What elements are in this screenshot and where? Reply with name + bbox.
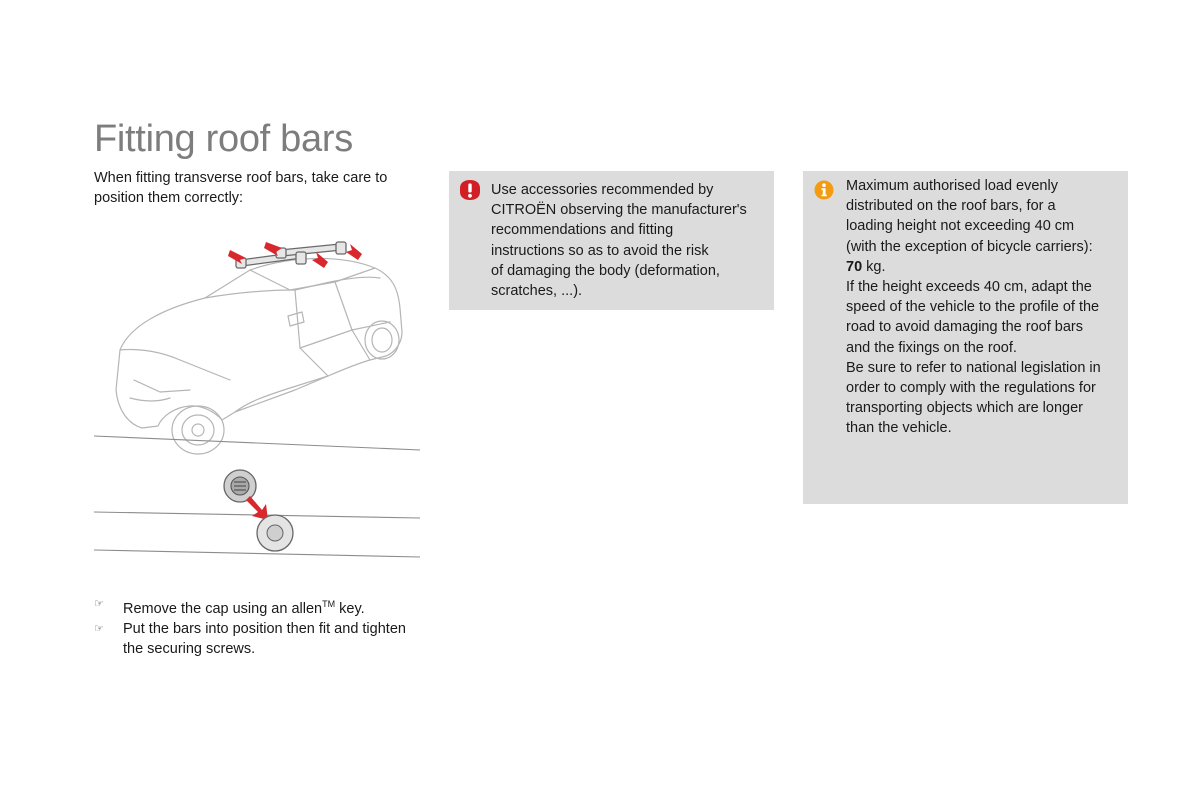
step-text: Remove the cap using an allen: [123, 600, 323, 617]
arrow-icon: [312, 252, 328, 268]
max-load-unit: kg.: [862, 258, 886, 275]
max-load-value: 70: [846, 258, 863, 275]
info-line: order to comply with the regulations for: [846, 380, 1096, 397]
warning-line: Use accessories recommended by: [491, 182, 714, 198]
info-line: Maximum authorised load evenly: [846, 178, 1058, 194]
page-title: Fitting roof bars: [94, 118, 353, 160]
arrow-icon: [246, 496, 268, 520]
arrow-icon: [346, 244, 362, 260]
info-text: [846, 176, 1124, 439]
info-box: [803, 171, 1128, 504]
info-line: and the fixings on the roof.: [846, 339, 1017, 356]
pointing-hand-icon: ☞: [94, 597, 104, 610]
info-line: loading height not exceeding 40 cm: [846, 218, 1075, 235]
step-list: [94, 594, 424, 659]
info-icon: [814, 180, 834, 206]
warning-line: CITROËN observing the manufacturer's: [491, 202, 747, 219]
info-line: distributed on the roof bars, for a: [846, 198, 1056, 215]
warning-box: [449, 171, 774, 310]
info-line: road to avoid damaging the roof bars: [846, 319, 1083, 336]
step-text: Put the bars into position then fit and tighten the securing screws.: [123, 620, 406, 657]
trademark-superscript: TM: [322, 599, 336, 609]
intro-text: When fitting transverse roof bars, take care to position them correctly:: [94, 170, 388, 206]
roof-cap-detail: [224, 470, 293, 551]
warning-line: scratches, ...).: [491, 283, 583, 300]
info-line: than the vehicle.: [846, 420, 952, 437]
warning-line: recommendations and fitting: [491, 222, 674, 239]
info-line: If the height exceeds 40 cm, adapt the: [846, 279, 1092, 296]
info-line: speed of the vehicle to the profile of the: [846, 299, 1100, 316]
list-item: [94, 619, 424, 659]
max-load-line: [846, 257, 1124, 277]
info-line: (with the exception of bicycle carriers):: [846, 238, 1093, 255]
warning-line: instructions so as to avoid the risk: [491, 242, 709, 259]
roof-bars-illustration: [90, 230, 425, 570]
info-line: Be sure to refer to national legislation in: [846, 359, 1101, 376]
car-roof-bars-drawing: [90, 230, 425, 565]
warning-line: of damaging the body (deformation,: [491, 262, 720, 279]
pointing-hand-icon: ☞: [94, 621, 104, 635]
warning-exclamation-icon: [459, 179, 481, 207]
list-item: [94, 594, 424, 619]
info-line: transporting objects which are longer: [846, 400, 1083, 417]
warning-text: [491, 180, 771, 301]
step-text-end: key.: [335, 600, 365, 617]
